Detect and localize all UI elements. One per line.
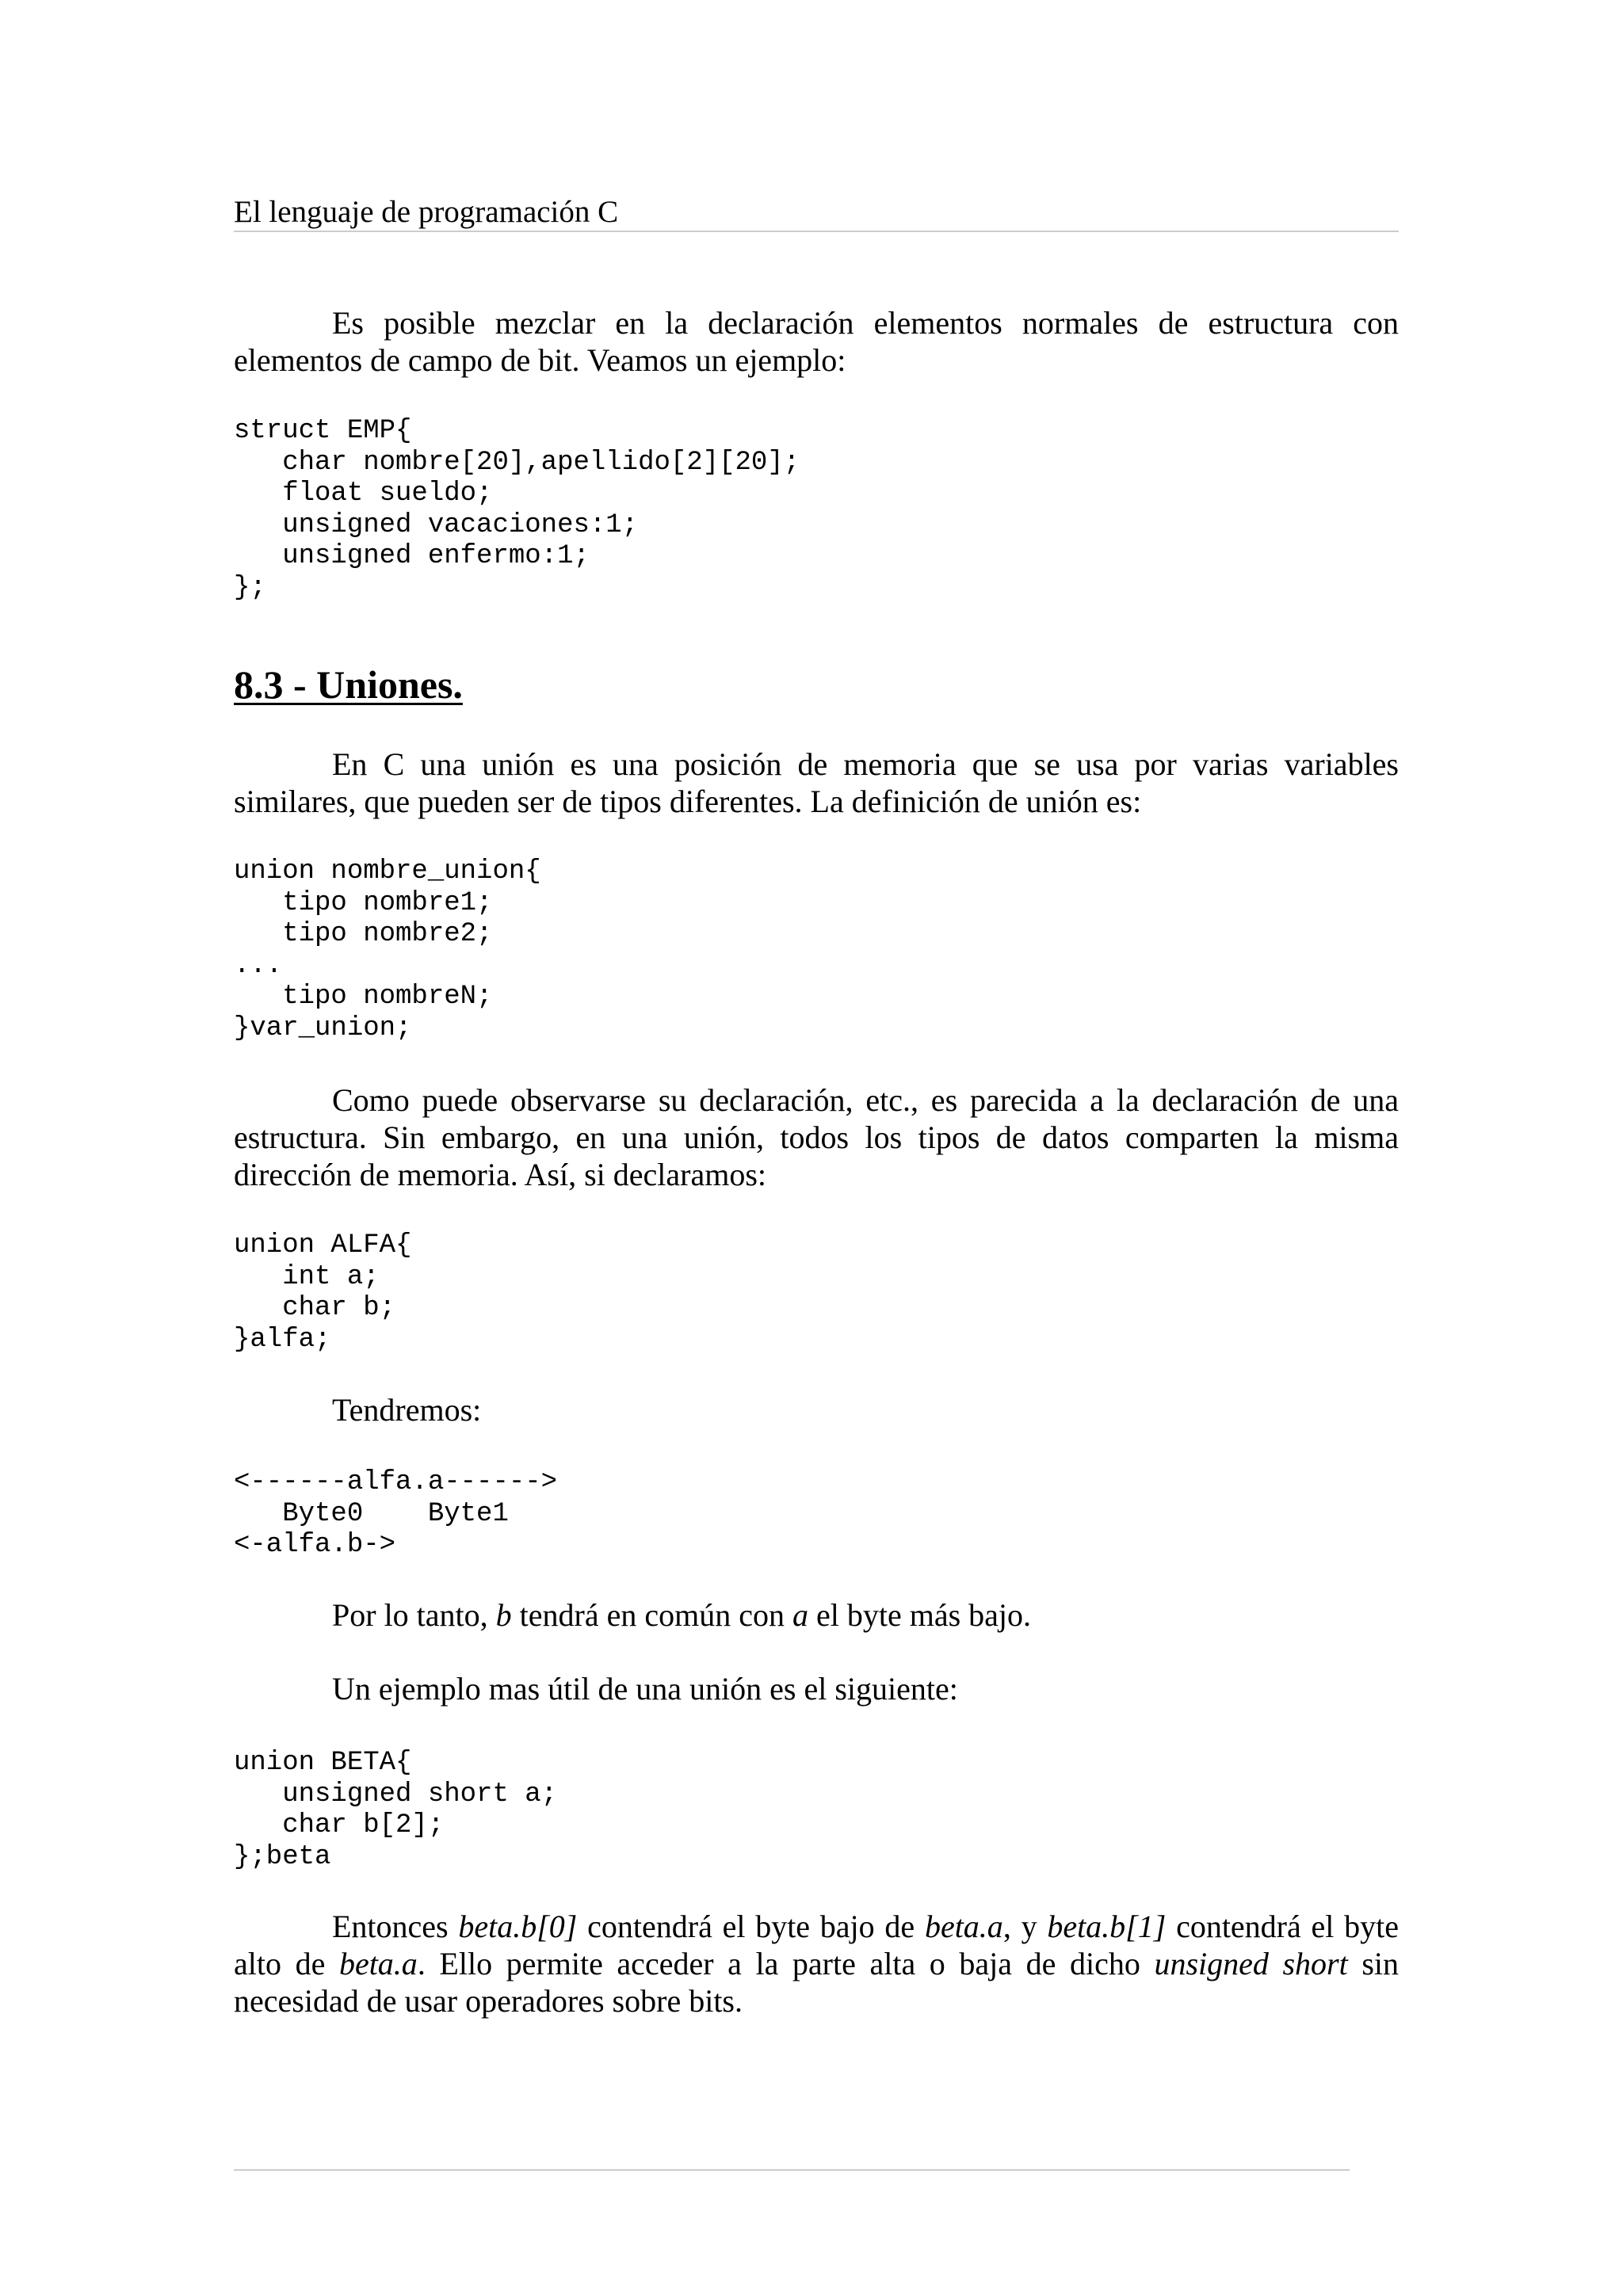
code-struct-emp: struct EMP{ char nombre[20],apellido[2][20]; float sueldo; unsigned vacaciones:1; unsigned enfermo:1; }; <box>234 416 800 603</box>
code-union-beta: union BETA{ unsigned short a; char b[2]; };beta <box>234 1748 558 1872</box>
italic-term: beta.b[0] <box>458 1909 578 1944</box>
paragraph-ejemplo-util: Un ejemplo mas útil de una unión es el siguiente: <box>332 1671 958 1707</box>
text-run: Entonces <box>332 1909 459 1944</box>
code-byte-diagram: <------alfa.a------> Byte0 Byte1 <-alfa.b-> <box>234 1467 558 1560</box>
text-run: contendrá el byte alto de <box>234 1909 1399 1981</box>
paragraph-union-compare: Como puede observarse su declaración, etc., es parecida a la declaración de una estructura. Sin embargo, en una unión, todos los tipos de datos comparten la misma dirección de memoria. Así, si declaramos: <box>234 1082 1399 1192</box>
text-run: contendrá el byte bajo de <box>577 1909 925 1944</box>
header-divider <box>234 231 1399 232</box>
italic-term: beta.b[1] <box>1047 1909 1167 1944</box>
italic-term: a <box>792 1597 808 1633</box>
paragraph-entonces <box>234 1908 1399 2019</box>
paragraph-por-lo-tanto <box>234 1596 1399 1634</box>
text-run: , y <box>1002 1909 1048 1944</box>
italic-term: b <box>495 1597 512 1633</box>
running-header: El lenguaje de programación C <box>234 195 619 229</box>
text-run: sin necesidad de usar operadores sobre bits. <box>234 1946 1399 2019</box>
paragraph-bitfield-intro: Es posible mezclar en la declaración elementos normales de estructura con elementos de campo de bit. Veamos un ejemplo: <box>234 305 1399 378</box>
paragraph-tendremos: Tendremos: <box>332 1392 482 1428</box>
text-run: tendrá en común con <box>511 1597 792 1633</box>
italic-term: beta.a <box>338 1946 418 1981</box>
code-union-definition: union nombre_union{ tipo nombre1; tipo nombre2; ... tipo nombreN; }var_union; <box>234 856 541 1043</box>
text-run: Por lo tanto, <box>332 1597 496 1633</box>
footer-divider <box>234 2169 1350 2171</box>
italic-term: unsigned short <box>1154 1946 1348 1981</box>
code-union-alfa: union ALFA{ int a; char b; }alfa; <box>234 1230 412 1355</box>
italic-term: beta.a <box>924 1909 1003 1944</box>
text-run: el byte más bajo. <box>808 1597 1032 1633</box>
paragraph-union-intro: En C una unión es una posición de memoria que se usa por varias variables similares, que pueden ser de tipos diferentes. La definición de unión es: <box>234 746 1399 819</box>
section-heading-uniones: 8.3 - Uniones. <box>234 662 463 707</box>
text-run: . Ello permite acceder a la parte alta o baja de dicho <box>417 1946 1155 1981</box>
